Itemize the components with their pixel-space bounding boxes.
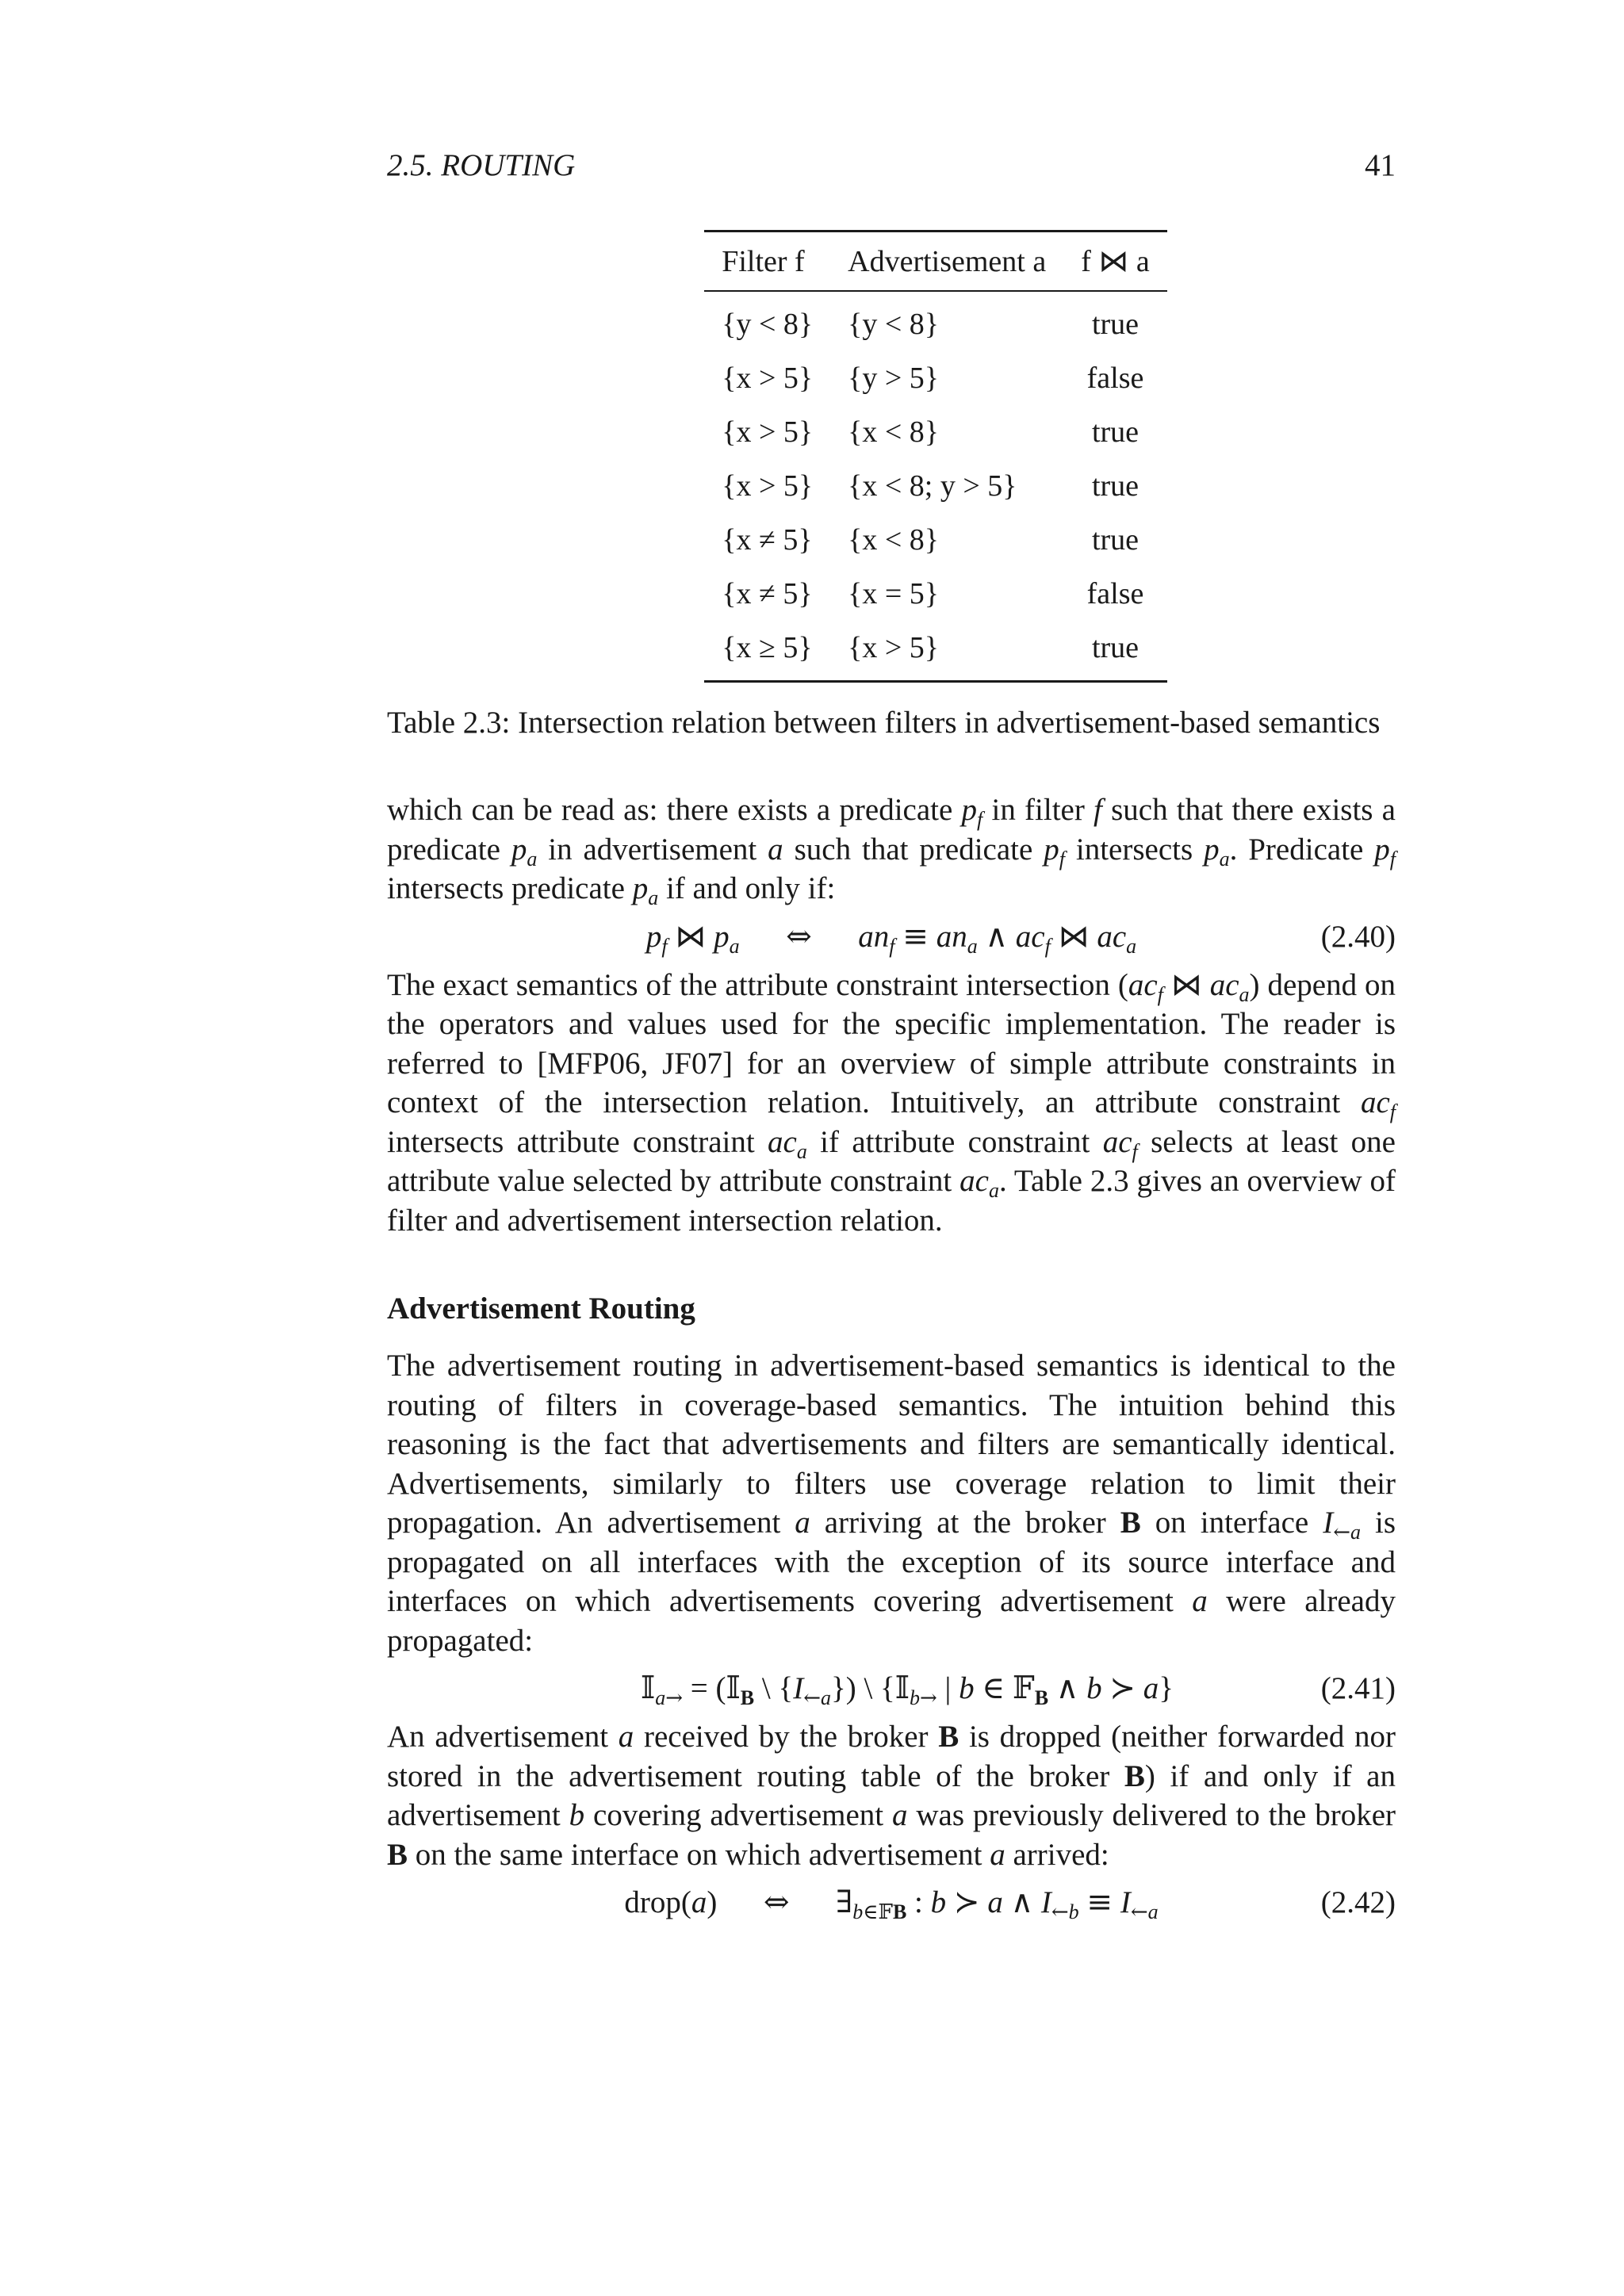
filter-cell: {x ≥ 5} <box>722 631 813 664</box>
table-caption: Table 2.3: Intersection relation between filters in advertisement-based semantics <box>387 706 1381 740</box>
filter-cell: {x ≠ 5} <box>722 577 813 610</box>
equation-body: 𝕀$_{a\to}$ = (𝕀$_B$ \ $\{I_{\leftarrow a}\}$) \ {𝕀$_{b\to}$ | b ∈ 𝔽$_B$ ∧ b ≻ a} <box>641 1670 1174 1710</box>
equation-number: (2.40) <box>1320 919 1396 954</box>
equation-body: $p_f$ ⋈ $p_a$ ⇔ $an_f \equiv an_a$ ∧ $ac_f$ ⋈ $ac_a$ <box>645 918 1137 958</box>
result-cell: true <box>1091 469 1139 503</box>
paragraph-advertisement-routing: The advertisement routing in advertisement-based semantics is identical to the routing of filters in coverage-based semantics. The intuition behind this reasoning is the fact that advertisements and filters are semantically identical. Advertisements, similarly to filters use coverage relation to limit their propagation. An advertisement a arriving at the broker B on interface $I_{\leftarrow a}$ is propagated on all interfaces with the exception of its source interface and interfaces on which advertisements covering advertisement a were already propagated: <box>387 1349 1396 1658</box>
table-row <box>704 459 1167 513</box>
paragraph-drop-rule: An advertisement a received by the broker B is dropped (neither forwarded nor stored in the advertisement routing table of the broker B) if and only if an advertisement b covering advertisement a was previously delivered to the broker B on the same interface on which advertisement a arrived: <box>387 1720 1396 1872</box>
result-cell: true <box>1091 308 1139 341</box>
page <box>387 143 1396 1931</box>
section-heading: Advertisement Routing <box>387 1292 695 1326</box>
column-header-advertisement: Advertisement a <box>830 232 1063 292</box>
equation-2-41 <box>387 1660 1396 1717</box>
table-row <box>704 351 1167 405</box>
equation-2-42 <box>387 1874 1396 1931</box>
result-cell: false <box>1086 577 1144 610</box>
table-row <box>704 291 1167 351</box>
paragraph-attribute-constraints: The exact semantics of the attribute constraint intersection ($ac_f$ ⋈ $ac_a$) depend on the operators and values used for the specific implementation. The reader is referred to [MFP06, JF07] for an overview of simple attribute constraints in context of the intersection relation. Intuitively, an attribute constraint $ac_f$ intersects attribute constraint $ac_a$ if attribute constraint $ac_f$ selects at least one attribute value selected by attribute constraint $ac_a$. Table 2.3 gives an overview of filter and advertisement intersection relation. <box>387 966 1396 1238</box>
advertisement-cell: {y > 5} <box>848 362 940 395</box>
result-cell: true <box>1091 631 1139 664</box>
column-header-filter: Filter f <box>704 232 830 292</box>
advertisement-cell: {x < 8} <box>848 415 940 449</box>
advertisement-cell: {x < 8} <box>848 523 940 557</box>
intersection-table <box>704 230 1167 683</box>
filter-cell: {y < 8} <box>722 308 814 341</box>
paragraph-intersection-definition: which can be read as: there exists a predicate $p_f$ in filter f such that there exists a predicate $p_a$ in advertisement a such that predicate $p_f$ intersects $p_a$. Predicate $p_f$ intersects predicate $p_a$ if and only if: <box>387 793 1396 909</box>
filter-cell: {x > 5} <box>722 415 814 449</box>
result-cell: true <box>1091 415 1139 449</box>
equation-body: drop(a) ⇔ $\exists_{b\in 𝔽B}$ : b ≻ a ∧ $I_{\leftarrow b} \equiv I_{\leftarrow a}$ <box>624 1885 1159 1924</box>
advertisement-cell: {x < 8; y > 5} <box>848 469 1017 503</box>
running-header <box>387 143 1396 190</box>
table-row <box>704 567 1167 621</box>
table-row <box>704 513 1167 567</box>
filter-cell: {x > 5} <box>722 362 814 395</box>
result-cell: false <box>1086 362 1144 395</box>
page-number: 41 <box>1365 148 1396 182</box>
column-header-intersection: f ⋈ a <box>1063 232 1167 292</box>
table-header-row <box>704 232 1167 292</box>
section-header: 2.5. ROUTING <box>387 148 576 182</box>
equation-number: (2.42) <box>1320 1885 1396 1919</box>
equation-number: (2.41) <box>1320 1671 1396 1705</box>
advertisement-cell: {x > 5} <box>848 631 940 664</box>
advertisement-cell: {y < 8} <box>848 308 940 341</box>
table-row <box>704 621 1167 682</box>
filter-cell: {x > 5} <box>722 469 814 503</box>
table-row <box>704 405 1167 459</box>
filter-cell: {x ≠ 5} <box>722 523 813 557</box>
equation-2-40 <box>387 909 1396 966</box>
advertisement-cell: {x = 5} <box>848 577 940 610</box>
result-cell: true <box>1091 523 1139 557</box>
